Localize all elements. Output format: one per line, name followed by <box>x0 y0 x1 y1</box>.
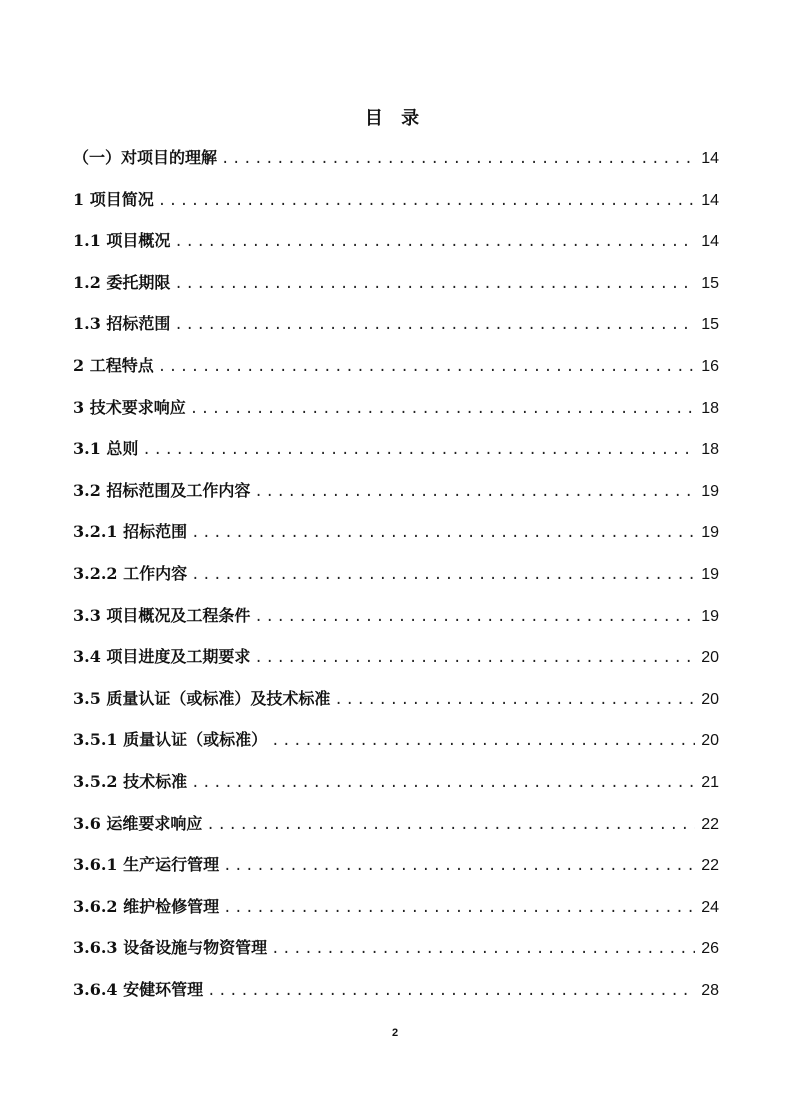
toc-entry-page-number: 22 <box>701 857 719 875</box>
toc-entry-label: 3.5.1 质量认证（或标准） <box>73 730 268 750</box>
toc-entry[interactable] <box>73 604 719 646</box>
toc-entry-page-number: 14 <box>701 191 719 209</box>
toc-dot-leader <box>158 189 695 213</box>
toc-entry-page-number: 15 <box>701 274 719 292</box>
toc-entry-label: 3.6.4 安健环管理 <box>73 979 204 999</box>
toc-dot-leader <box>174 313 695 337</box>
toc-entry-label: 3.6.1 生产运行管理 <box>73 855 220 875</box>
toc-entry[interactable] <box>73 770 719 812</box>
toc-entry[interactable] <box>73 812 719 854</box>
toc-entry[interactable] <box>73 687 719 729</box>
toc-entry-label: 3.6 运维要求响应 <box>73 813 203 833</box>
toc-entry-label: 3.5.2 技术标准 <box>73 771 188 791</box>
toc-entry-page-number: 16 <box>701 357 719 375</box>
toc-entry[interactable] <box>73 229 719 271</box>
toc-entry-page-number: 26 <box>701 940 719 958</box>
toc-entry-label: 1.2 委托期限 <box>73 272 171 292</box>
toc-entry-label: 3.2.1 招标范围 <box>73 522 188 542</box>
toc-title: 目 录 <box>364 108 426 129</box>
toc-entry-page-number: 28 <box>701 981 719 999</box>
toc-dot-leader <box>174 230 695 254</box>
toc-dot-leader <box>254 605 695 629</box>
toc-entry-page-number: 14 <box>701 150 719 167</box>
toc-entry-page-number: 20 <box>701 649 719 667</box>
toc-dot-leader <box>206 813 695 837</box>
toc-entry-label: 3.2.2 工作内容 <box>73 563 188 583</box>
toc-entry[interactable] <box>73 146 719 188</box>
toc-entry[interactable] <box>73 978 719 1020</box>
toc-dot-leader <box>271 729 695 753</box>
toc-entry-label: 1.1 项目概况 <box>73 231 171 251</box>
toc-entry-label: （一）对项目的理解 <box>73 148 218 167</box>
toc-dot-leader <box>223 854 695 878</box>
toc-entry[interactable] <box>73 396 719 438</box>
toc-entry[interactable] <box>73 312 719 354</box>
page-number: 2 <box>391 1027 399 1039</box>
toc-entry-page-number: 19 <box>701 482 719 500</box>
toc-entry[interactable] <box>73 895 719 937</box>
toc-entry[interactable] <box>73 479 719 521</box>
toc-entry-label: 3.4 项目进度及工期要求 <box>73 647 251 667</box>
toc-entry-page-number: 19 <box>701 565 719 583</box>
toc-entry[interactable] <box>73 728 719 770</box>
toc-entry-page-number: 19 <box>701 524 719 542</box>
toc-dot-leader <box>191 563 695 587</box>
toc-dot-leader <box>158 355 695 379</box>
toc-entry-page-number: 18 <box>701 399 719 417</box>
toc-entry[interactable] <box>73 188 719 230</box>
toc-entry[interactable] <box>73 437 719 479</box>
toc-entry[interactable] <box>73 645 719 687</box>
toc-dot-leader <box>190 397 695 421</box>
toc-entry[interactable] <box>73 520 719 562</box>
toc-entry-page-number: 22 <box>701 815 719 833</box>
toc-entry-label: 2 工程特点 <box>73 355 154 375</box>
toc-dot-leader <box>223 896 695 920</box>
toc-entry-label: 3.6.2 维护检修管理 <box>73 896 220 916</box>
table-of-contents <box>73 146 719 1019</box>
toc-entry-page-number: 15 <box>701 316 719 334</box>
toc-entry-label: 3.5 质量认证（或标准）及技术标准 <box>73 688 331 708</box>
toc-entry-label: 3.3 项目概况及工程条件 <box>73 605 251 625</box>
toc-entry[interactable] <box>73 936 719 978</box>
toc-entry[interactable] <box>73 853 719 895</box>
toc-entry-label: 1 项目简况 <box>73 189 154 209</box>
toc-entry-page-number: 20 <box>701 732 719 750</box>
toc-entry[interactable] <box>73 271 719 313</box>
toc-entry-label: 3.1 总则 <box>73 439 139 459</box>
toc-dot-leader <box>191 521 695 545</box>
toc-entry-page-number: 14 <box>701 233 719 251</box>
toc-entry-page-number: 18 <box>701 441 719 459</box>
toc-entry-label: 3 技术要求响应 <box>73 397 186 417</box>
toc-dot-leader <box>254 480 695 504</box>
toc-dot-leader <box>174 272 695 296</box>
toc-dot-leader <box>271 937 695 961</box>
toc-dot-leader <box>191 771 695 795</box>
toc-dot-leader <box>207 979 695 1003</box>
toc-dot-leader <box>254 646 695 670</box>
toc-entry-page-number: 20 <box>701 690 719 708</box>
toc-entry-label: 3.6.3 设备设施与物资管理 <box>73 938 268 958</box>
toc-entry[interactable] <box>73 354 719 396</box>
toc-entry-label: 3.2 招标范围及工作内容 <box>73 480 251 500</box>
toc-dot-leader <box>334 688 695 712</box>
toc-entry-page-number: 19 <box>701 607 719 625</box>
toc-dot-leader <box>142 438 695 462</box>
toc-dot-leader <box>221 147 695 171</box>
toc-entry-page-number: 21 <box>701 773 719 791</box>
toc-entry-page-number: 24 <box>701 898 719 916</box>
toc-entry[interactable] <box>73 562 719 604</box>
toc-entry-label: 1.3 招标范围 <box>73 314 171 334</box>
